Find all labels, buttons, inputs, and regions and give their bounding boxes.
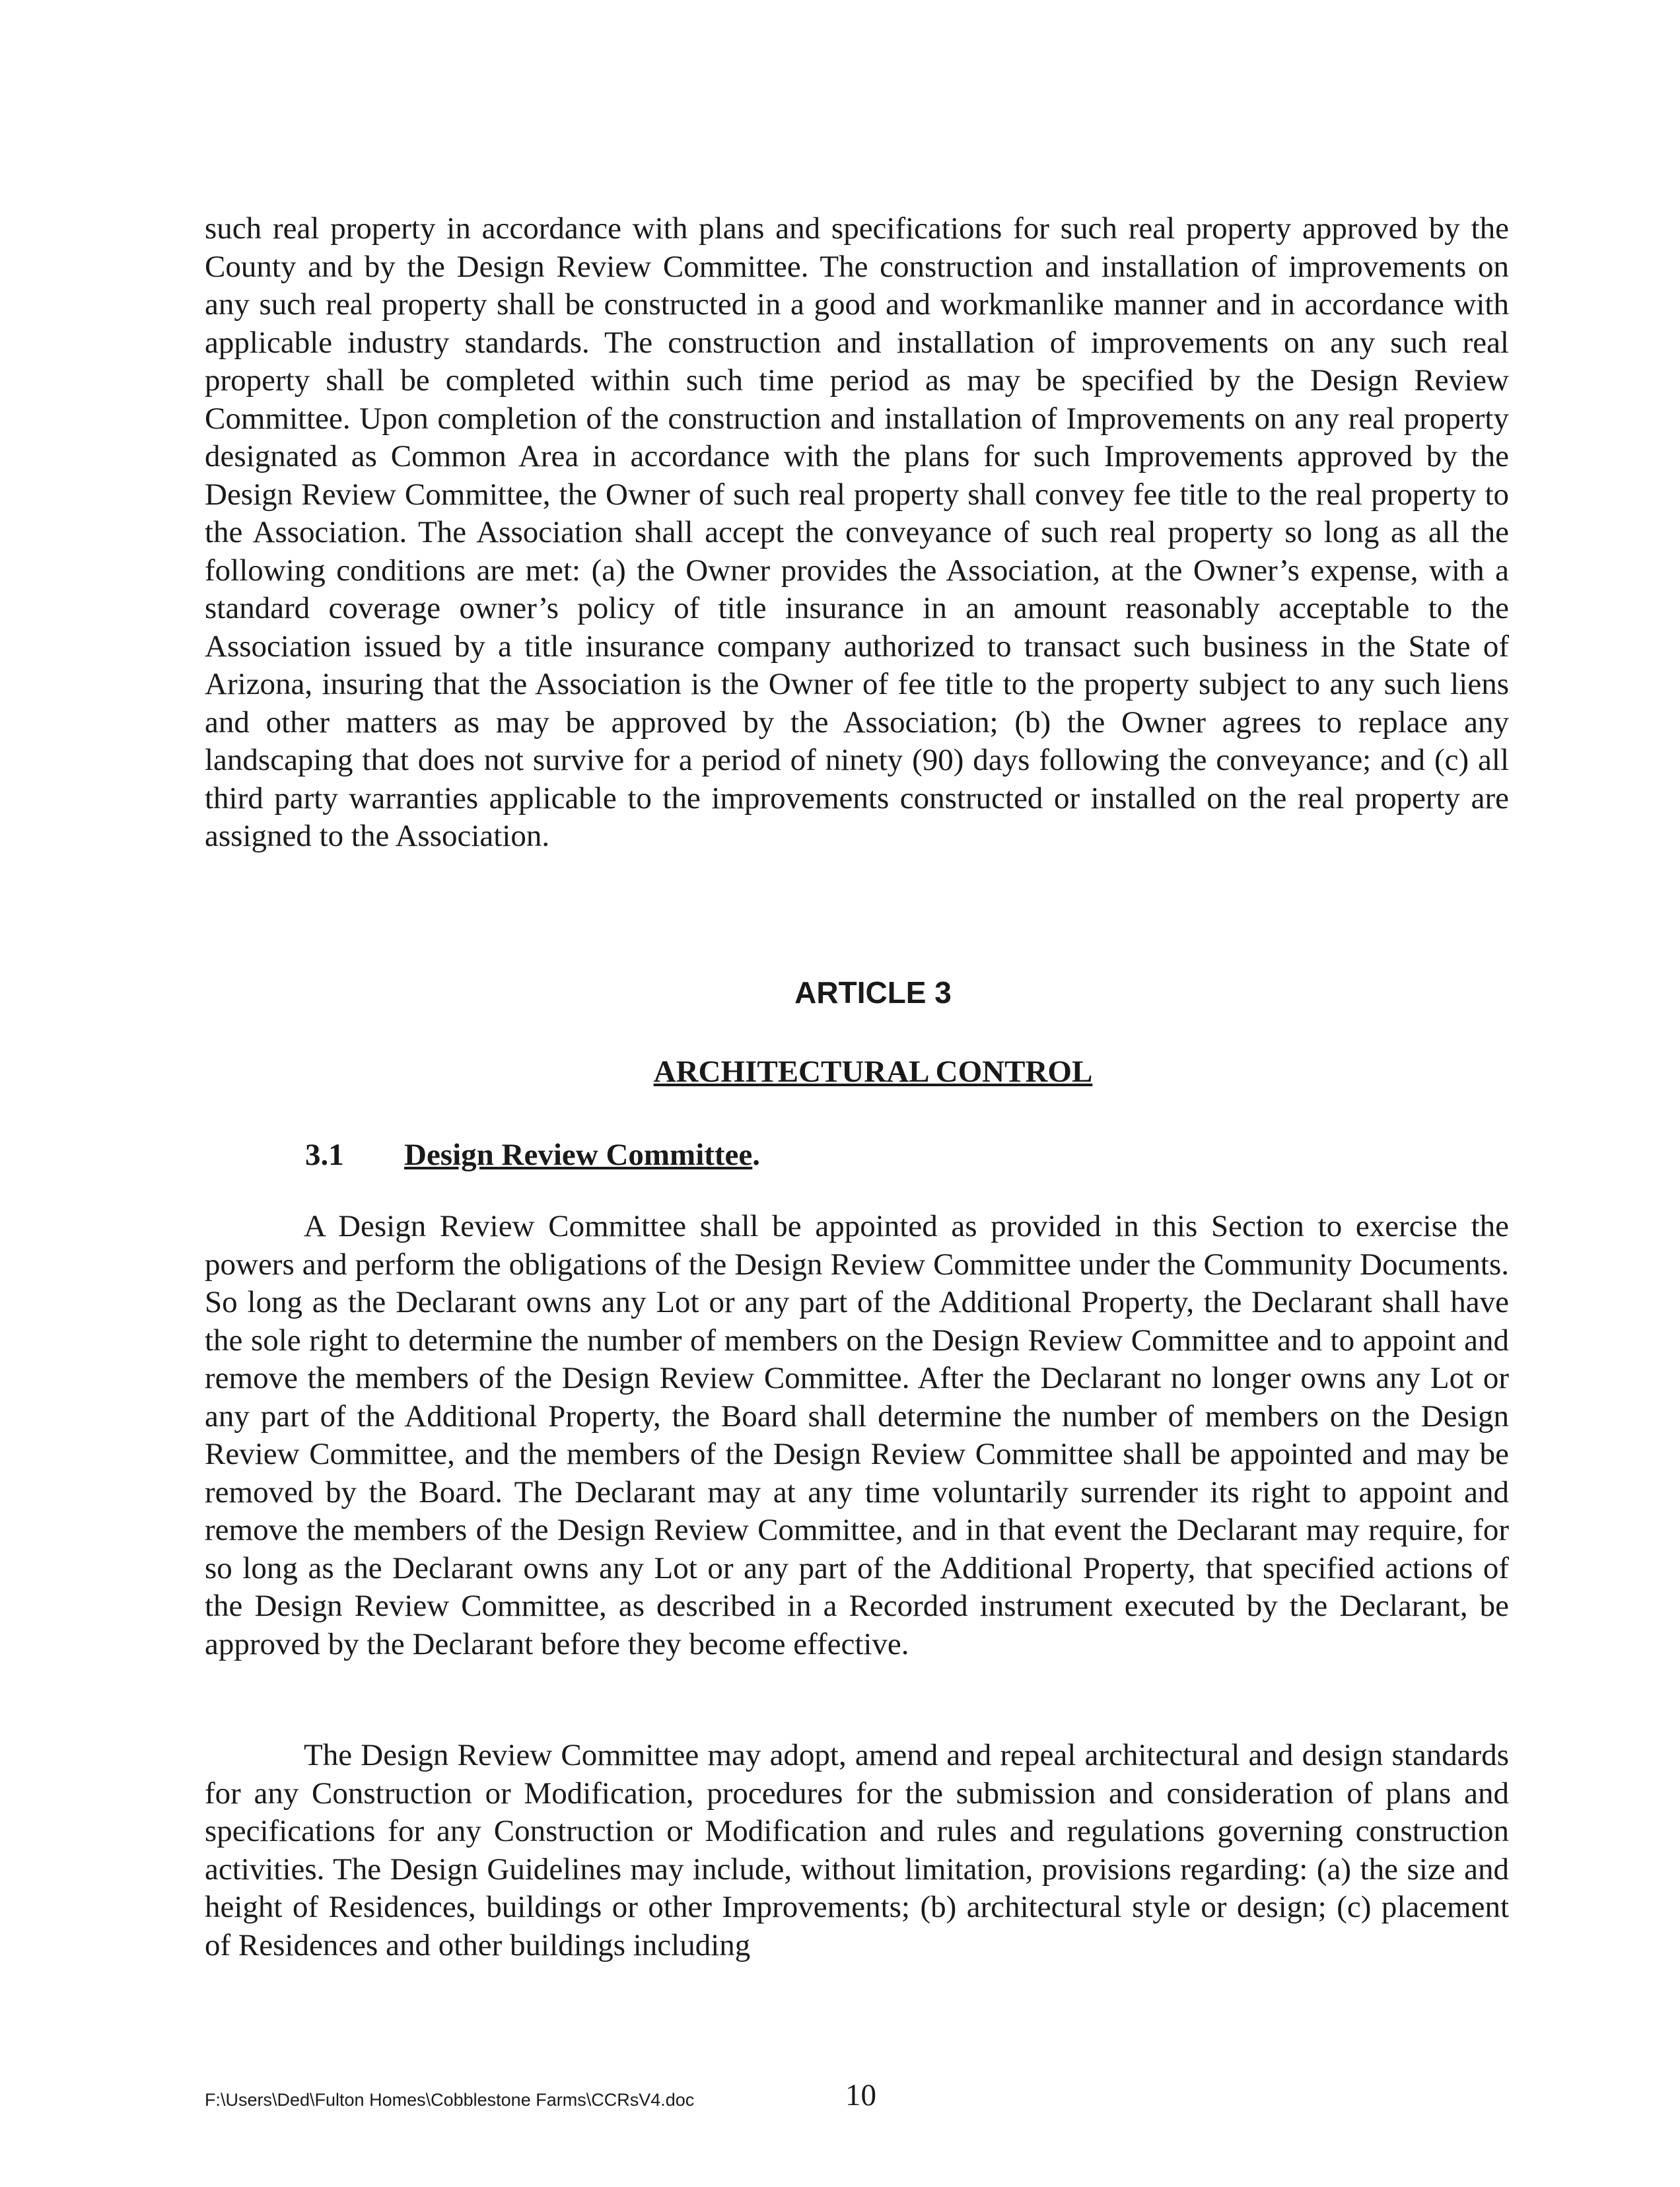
page-footer [205,2080,997,2113]
section-title-punct: . [752,1138,761,1172]
section-title: Design Review Committee [404,1138,753,1172]
section-heading [305,1137,760,1173]
paragraph-committee-appointment: A Design Review Committee shall be appointed as provided in this Section to exercise the powers and perform the obligations of the Design Review Committee under the Community Documents. So long as the Declarant owns any Lot or any part of the Additional Property, the Declarant shall have the sole right to determine the number of members on the Design Review Committee and to appoint and remove the members of the Design Review Committee. After the Declarant no longer owns any Lot or any part of the Additional Property, the Board shall determine the number of members on the Design Review Committee, and the members of the Design Review Committee shall be appointed and may be removed by the Board. The Declarant may at any time voluntarily surrender its right to appoint and remove the members of the Design Review Committee, and in that event the Declarant may require, for so long as the Declarant owns any Lot or any part of the Additional Property, that specified actions of the Design Review Committee, as described in a Recorded instrument executed by the Declarant, be approved by the Declarant before they become effective. [205,1209,1509,1661]
section-number: 3.1 [305,1138,344,1172]
continuation-paragraph: such real property in accordance with plans and specifications for such real property approved by the County and by the Design Review Committee. The construction and installation of improvements on any such real property shall be constructed in a good and workmanlike manner and in accordance with applicable industry standards. The construction and installation of improvements on any such real property shall be completed within such time period as may be specified by the Design Review Committee. Upon completion of the construction and installation of Improvements on any real property designated as Common Area in accordance with the plans for such Improvements approved by the Design Review Committee, the Owner of such real property shall convey fee title to the real property to the Association. The Association shall accept the conveyance of such real property so long as all the following conditions are met: (a) the Owner provides the Association, at the Owner’s expense, with a standard coverage owner’s policy of title insurance in an amount reasonably acceptable to the Association issued by a title insurance company authorized to transact such business in the State of Arizona, insuring that the Association is the Owner of fee title to the property subject to any such liens and other matters as may be approved by the Association; (b) the Owner agrees to replace any landscaping that does not survive for a period of ninety (90) days following the conveyance; and (c) all third party warranties applicable to the improvements constructed or installed on the real property are assigned to the Association. [205,211,1509,853]
page-number: 10 [845,2078,876,2112]
footer-file-path: F:\Users\Ded\Fulton Homes\Cobblestone Farms\CCRsV4.doc [205,2090,695,2110]
paragraph-design-guidelines: The Design Review Committee may adopt, amend and repeal architectural and design standards for any Construction or Modification, procedures for the submission and consideration of plans and specifications for any Construction or Modification and rules and regulations governing construction activities. The Design Guidelines may include, without limitation, provisions regarding: (a) the size and height of Residences, buildings or other Improvements; (b) architectural style or design; (c) placement of Residences and other buildings including [205,1738,1509,1962]
article-number: ARTICLE 3 [794,975,952,1010]
article-title: ARCHITECTURAL CONTROL [653,1055,1093,1089]
